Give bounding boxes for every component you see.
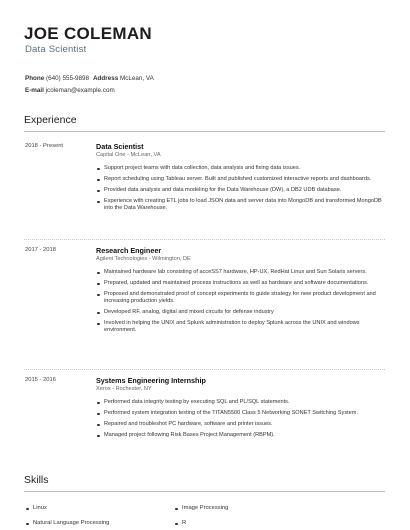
- job-title: Research Engineer: [96, 246, 162, 255]
- bullet-icon: [26, 523, 29, 526]
- job-dates: 2018 - Present: [25, 143, 64, 149]
- bullet-icon: [97, 424, 100, 427]
- bullet-icon: [26, 508, 29, 511]
- job-bullet: Involved in helping the UNIX and Splunk administration to deploy Splunk across the UNIX and windows environment.: [96, 320, 386, 334]
- job-bullets: [96, 269, 386, 334]
- address-value: McLean, VA: [119, 75, 154, 82]
- job-entry: [96, 246, 386, 338]
- job-bullets: [96, 399, 386, 439]
- job-bullet: Performed data integrity testing by executing SQL and PL/SQL statements.: [96, 399, 386, 406]
- bullet-icon: [175, 508, 178, 511]
- email-value: jcoleman@example.com: [45, 87, 115, 94]
- skill-item: Image Processing: [174, 505, 228, 511]
- bullet-icon: [97, 283, 100, 286]
- email-label: E-mail: [25, 87, 44, 94]
- bullet-icon: [97, 294, 100, 297]
- experience-divider: [24, 131, 385, 132]
- bullet-icon: [97, 168, 100, 171]
- job-company: Capital One - McLean, VA: [96, 152, 161, 158]
- candidate-name: JOE COLEMAN: [24, 24, 152, 43]
- job-bullet: Experience with creating ETL jobs to load JSON data and server data into MongoDB and transformed MongoDB into the Data Warehouse.: [96, 198, 386, 212]
- bullet-icon: [97, 272, 100, 275]
- job-entry: [96, 142, 386, 216]
- bullet-icon: [97, 435, 100, 438]
- phone-label: Phone: [25, 75, 45, 82]
- job-separator: [24, 239, 385, 240]
- bullet-icon: [97, 413, 100, 416]
- job-separator: [24, 369, 385, 370]
- bullet-icon: [97, 402, 100, 405]
- job-bullet: Developed RF, analog, digital and mixed circuits for defense industry: [96, 309, 386, 316]
- bullet-icon: [97, 312, 100, 315]
- job-entry: [96, 376, 386, 443]
- bullet-icon: [175, 523, 178, 526]
- bullet-icon: [97, 179, 100, 182]
- job-bullet: Managed project following Risk Bases Project Management (RBPM).: [96, 432, 386, 439]
- job-dates: 2017 - 2018: [25, 247, 56, 253]
- phone-value: (640) 555-9898: [46, 75, 90, 82]
- job-bullet: Prepared, updated and maintained process instructions as well as hardware and software documentations.: [96, 280, 386, 287]
- job-bullet: Support project teams with data collection, data analysis and fixing data issues.: [96, 165, 386, 172]
- bullet-icon: [97, 323, 100, 326]
- skills-divider: [24, 491, 385, 492]
- contact-email: [25, 87, 115, 94]
- job-bullet: Performed system integration testing of the TITAN5500 Class 5 Networking SONET Switching System.: [96, 410, 386, 417]
- job-bullet: Proposed and demonstrated proof of concept experiments to guide strategy for new product development and increasing production yields.: [96, 291, 386, 305]
- job-title: Data Scientist: [96, 142, 144, 151]
- contact-address: [93, 75, 154, 82]
- job-bullet: Report scheduling using Tableau server. Built and published customized interactive reports and dashboards.: [96, 176, 386, 183]
- candidate-title: Data Scientist: [25, 44, 87, 55]
- experience-heading: Experience: [24, 114, 77, 126]
- job-company: Xerox - Rochester, NY: [96, 386, 152, 392]
- job-dates: 2015 - 2016: [25, 377, 56, 383]
- job-bullets: [96, 165, 386, 212]
- skill-item: Natural Language Processing: [25, 520, 109, 526]
- skill-item: Linux: [25, 505, 47, 511]
- job-bullet: Maintained hardware lab consisting of acceSS7 hardware, HP-UX, RedHat Linux and Sun Solaris servers.: [96, 269, 386, 276]
- skill-item: R: [174, 520, 186, 526]
- skills-heading: Skills: [24, 474, 49, 486]
- job-bullet: Provided data analysis and data modeling for the Data Warehouse (DW), a DB2 UDB database.: [96, 187, 386, 194]
- job-bullet: Repaired and troubleshot PC hardware, software and printer issues.: [96, 421, 386, 428]
- bullet-icon: [97, 190, 100, 193]
- job-company: Agilent Technologies - Wilmington, DE: [96, 256, 191, 262]
- address-label: Address: [93, 75, 119, 82]
- job-title: Systems Engineering Internship: [96, 376, 206, 385]
- contact-phone: [25, 75, 89, 82]
- bullet-icon: [97, 201, 100, 204]
